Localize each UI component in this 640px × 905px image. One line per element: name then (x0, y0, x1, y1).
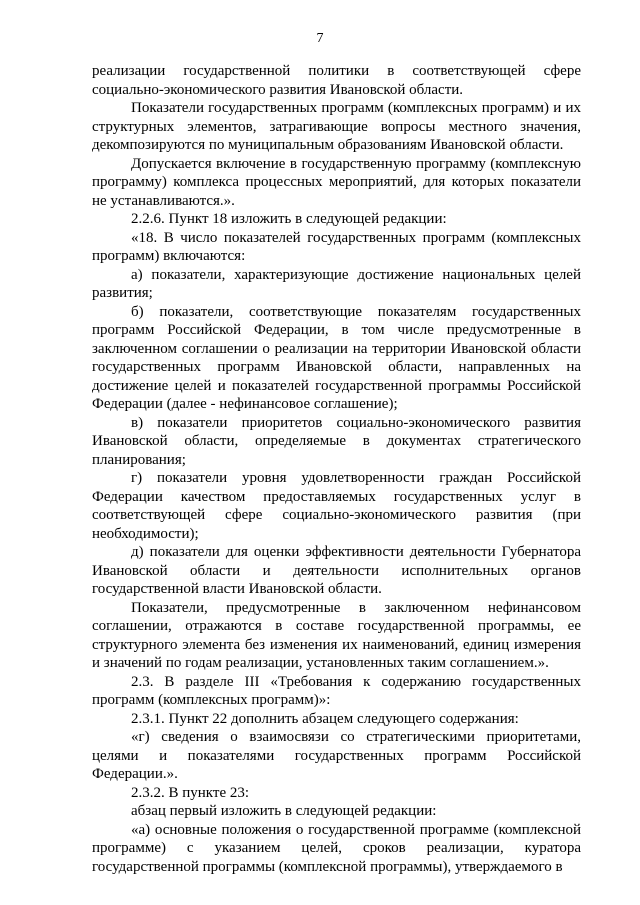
document-body (92, 62, 581, 876)
paragraph: Допускается включение в государственную программу (комплексную программу) комплекса процессных мероприятий, для которых показатели не устанавливаются.». (92, 155, 581, 209)
paragraph: Показатели государственных программ (комплексных программ) и их структурных элементов, затрагивающие вопросы местного значения, декомпозируются по муниципальным образованиям Ивановской области. (92, 100, 581, 153)
paragraph: «18. В число показателей государственных программ (комплексных программ) включаются: (92, 229, 581, 264)
list-item-b: б) показатели, соответствующие показателям государственных программ Российской Федерации, в том числе предусмотренные в заключенном соглашении о реализации на территории Ивановской области государственных программ Ивановской области, направленных на достижение целей и показателей государственной программы Российской Федерации (далее - нефинансовое соглашение); (92, 303, 581, 412)
paragraph-continuation: реализации государственной политики в соответствующей сфере социально-экономического развития Ивановской области. (92, 63, 581, 98)
paragraph: 2.3.2. В пункте 23: (131, 784, 250, 801)
paragraph: «г) сведения о взаимосвязи со стратегическими приоритетами, целями и показателями государственных программ Российской Федерации.». (92, 729, 581, 782)
paragraph: Показатели, предусмотренные в заключенном нефинансовом соглашении, отражаются в составе государственной программы, ее структурного элемента без изменения их наименований, единиц измерения и значений по годам реализации, установленных таким соглашением.». (92, 599, 581, 671)
paragraph: 2.2.6. Пункт 18 изложить в следующей редакции: (131, 211, 447, 227)
page-number: 7 (316, 31, 324, 46)
paragraph: 2.3.1. Пункт 22 дополнить абзацем следующего содержания: (131, 710, 519, 727)
paragraph: абзац первый изложить в следующей редакции: (131, 803, 437, 819)
list-item-a: а) показатели, характеризующие достижение национальных целей развития; (92, 266, 581, 301)
paragraph: 2.3. В разделе III «Требования к содержанию государственных программ (комплексных программ)»: (92, 673, 581, 708)
paragraph: «а) основные положения о государственной программе (комплексной программе) с указанием целей, сроков реализации, куратора государственной программы (комплексной программы), утверждаемого в (92, 821, 581, 875)
list-item-g: г) показатели уровня удовлетворенности граждан Российской Федерации качеством предоставляемых государственных услуг в соответствующей сфере социально-экономического развития (при необходимости); (92, 470, 581, 542)
list-item-v: в) показатели приоритетов социально-экономического развития Ивановской области, определяемые в документах стратегического планирования; (92, 414, 581, 468)
list-item-d: д) показатели для оценки эффективности деятельности Губернатора Ивановской области и деятельности исполнительных органов государственной власти Ивановской области. (92, 544, 581, 597)
